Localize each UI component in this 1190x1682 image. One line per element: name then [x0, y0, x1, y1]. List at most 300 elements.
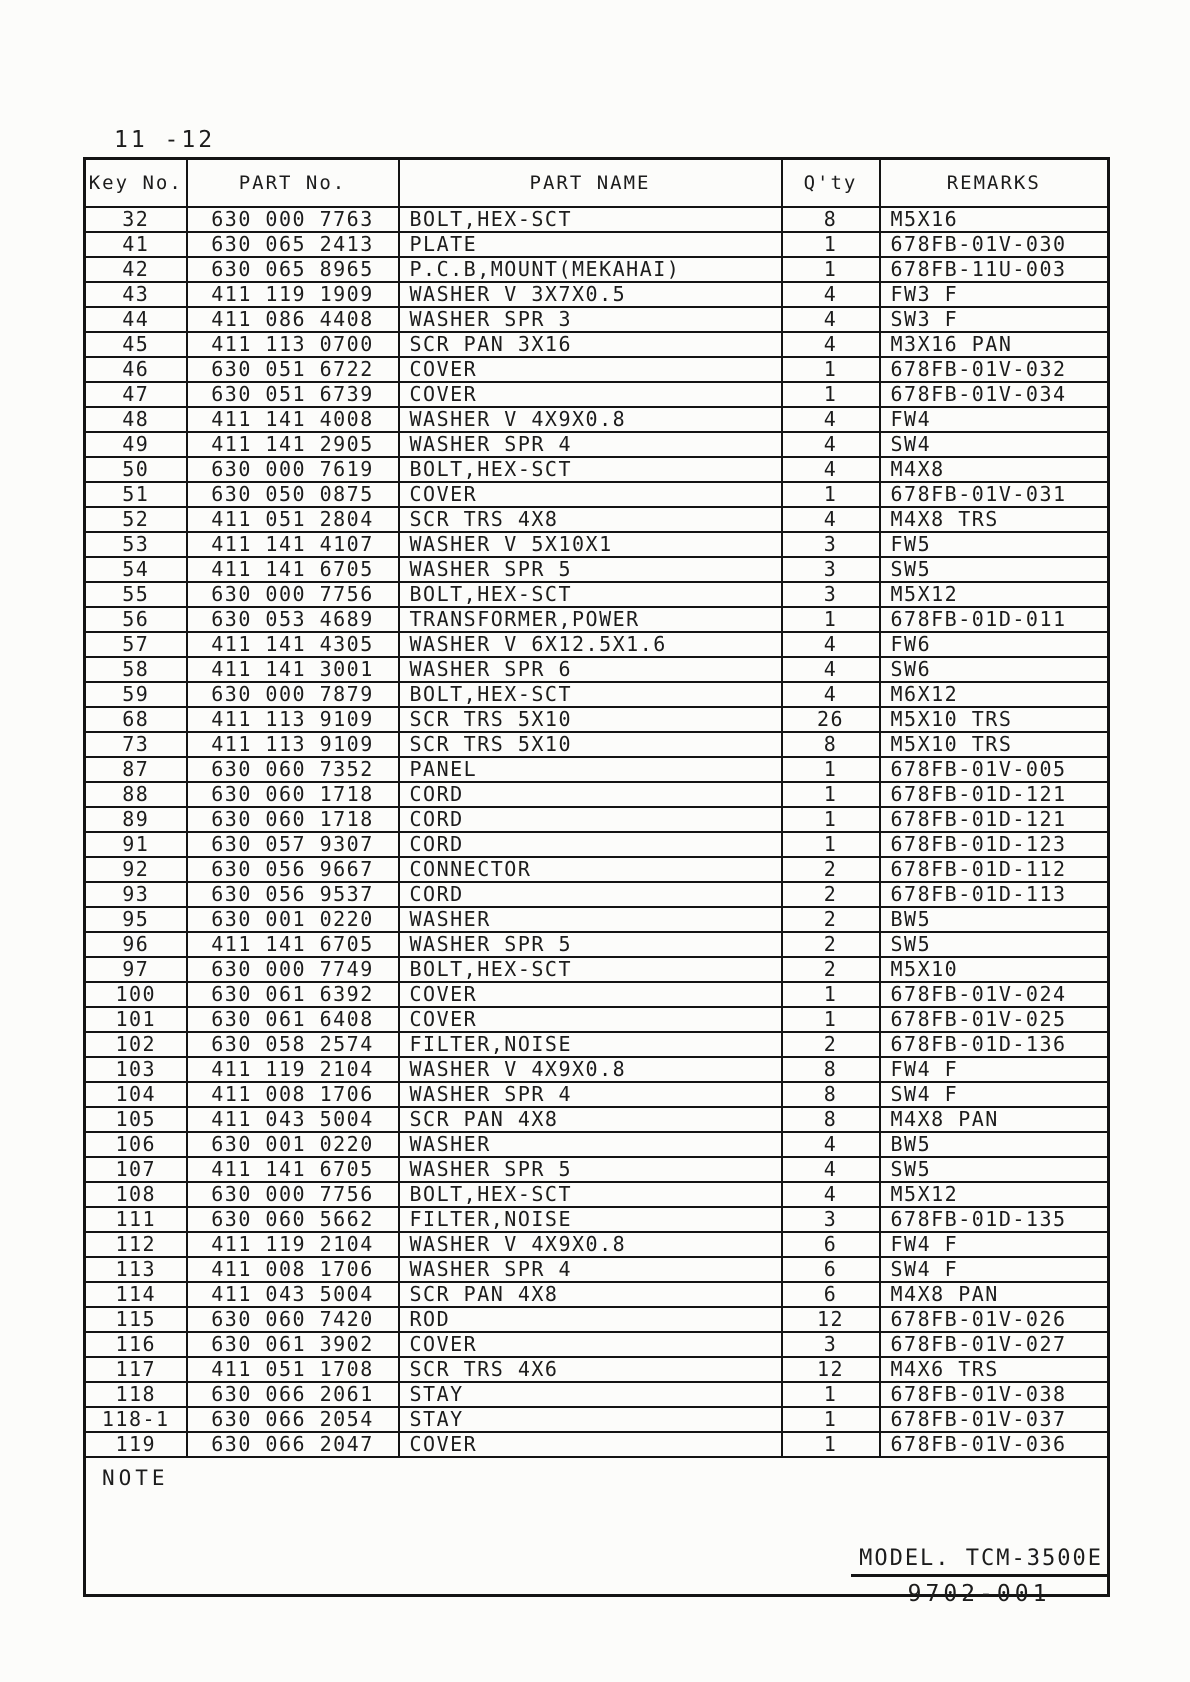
- cell-part-name: WASHER V 4X9X0.8: [399, 1057, 782, 1082]
- cell-key-no: 53: [85, 532, 187, 557]
- cell-key-no: 116: [85, 1332, 187, 1357]
- cell-part-name: FILTER,NOISE: [399, 1032, 782, 1057]
- cell-qty: 1: [782, 1407, 880, 1432]
- cell-key-no: 115: [85, 1307, 187, 1332]
- cell-key-no: 68: [85, 707, 187, 732]
- cell-part-no: 630 058 2574: [187, 1032, 399, 1057]
- cell-part-no: 411 008 1706: [187, 1082, 399, 1107]
- cell-key-no: 118: [85, 1382, 187, 1407]
- cell-remarks: 678FB-01D-011: [880, 607, 1109, 632]
- cell-part-no: 630 000 7756: [187, 1182, 399, 1207]
- table-row: [85, 1357, 1109, 1382]
- cell-part-no: 630 000 7619: [187, 457, 399, 482]
- cell-qty: 6: [782, 1282, 880, 1307]
- table-row: [85, 432, 1109, 457]
- cell-key-no: 92: [85, 857, 187, 882]
- table-row: [85, 232, 1109, 257]
- cell-part-no: 411 141 6705: [187, 557, 399, 582]
- cell-qty: 2: [782, 882, 880, 907]
- cell-key-no: 96: [85, 932, 187, 957]
- cell-remarks: 678FB-11U-003: [880, 257, 1109, 282]
- table-row: [85, 932, 1109, 957]
- cell-part-name: CORD: [399, 782, 782, 807]
- cell-part-name: CONNECTOR: [399, 857, 782, 882]
- table-row: [85, 407, 1109, 432]
- cell-part-no: 411 119 2104: [187, 1232, 399, 1257]
- cell-part-no: 630 000 7756: [187, 582, 399, 607]
- cell-part-name: BOLT,HEX-SCT: [399, 682, 782, 707]
- table-row: [85, 682, 1109, 707]
- cell-remarks: M5X12: [880, 582, 1109, 607]
- header-qty: Q'ty: [782, 159, 880, 208]
- cell-remarks: M5X16: [880, 207, 1109, 232]
- cell-key-no: 56: [85, 607, 187, 632]
- cell-part-name: SCR PAN 4X8: [399, 1107, 782, 1132]
- table-row: [85, 657, 1109, 682]
- cell-remarks: 678FB-01V-031: [880, 482, 1109, 507]
- cell-remarks: SW3 F: [880, 307, 1109, 332]
- cell-remarks: BW5: [880, 1132, 1109, 1157]
- cell-remarks: 678FB-01D-123: [880, 832, 1109, 857]
- cell-part-no: 411 043 5004: [187, 1282, 399, 1307]
- parts-table-body: [85, 207, 1109, 1457]
- cell-part-no: 411 113 0700: [187, 332, 399, 357]
- cell-qty: 1: [782, 757, 880, 782]
- header-remarks: REMARKS: [880, 159, 1109, 208]
- cell-qty: 4: [782, 307, 880, 332]
- cell-part-no: 630 051 6739: [187, 382, 399, 407]
- cell-qty: 3: [782, 1207, 880, 1232]
- table-row: [85, 1157, 1109, 1182]
- page-number: 11 -12: [114, 127, 216, 153]
- cell-key-no: 91: [85, 832, 187, 857]
- table-row: [85, 907, 1109, 932]
- cell-qty: 1: [782, 807, 880, 832]
- table-row: [85, 532, 1109, 557]
- table-row: [85, 732, 1109, 757]
- cell-part-name: STAY: [399, 1407, 782, 1432]
- cell-part-no: 411 141 4107: [187, 532, 399, 557]
- cell-qty: 1: [782, 982, 880, 1007]
- cell-part-name: COVER: [399, 1332, 782, 1357]
- table-row: [85, 1407, 1109, 1432]
- cell-part-name: CORD: [399, 882, 782, 907]
- cell-key-no: 46: [85, 357, 187, 382]
- cell-qty: 6: [782, 1257, 880, 1282]
- cell-part-no: 630 065 2413: [187, 232, 399, 257]
- cell-part-no: 411 113 9109: [187, 732, 399, 757]
- cell-key-no: 95: [85, 907, 187, 932]
- cell-remarks: M4X8 PAN: [880, 1282, 1109, 1307]
- cell-part-no: 411 086 4408: [187, 307, 399, 332]
- cell-qty: 3: [782, 1332, 880, 1357]
- parts-table: [83, 157, 1110, 1597]
- cell-qty: 4: [782, 432, 880, 457]
- cell-key-no: 73: [85, 732, 187, 757]
- table-row: [85, 832, 1109, 857]
- cell-key-no: 101: [85, 1007, 187, 1032]
- cell-qty: 6: [782, 1232, 880, 1257]
- cell-part-name: SCR TRS 5X10: [399, 707, 782, 732]
- cell-key-no: 114: [85, 1282, 187, 1307]
- table-row: [85, 1107, 1109, 1132]
- cell-key-no: 50: [85, 457, 187, 482]
- cell-key-no: 105: [85, 1107, 187, 1132]
- cell-part-no: 630 001 0220: [187, 1132, 399, 1157]
- cell-qty: 1: [782, 482, 880, 507]
- cell-part-no: 411 051 1708: [187, 1357, 399, 1382]
- cell-part-no: 411 141 6705: [187, 1157, 399, 1182]
- cell-remarks: SW4 F: [880, 1257, 1109, 1282]
- cell-remarks: M5X10: [880, 957, 1109, 982]
- cell-part-no: 411 008 1706: [187, 1257, 399, 1282]
- cell-qty: 1: [782, 1382, 880, 1407]
- cell-key-no: 52: [85, 507, 187, 532]
- cell-key-no: 55: [85, 582, 187, 607]
- cell-qty: 1: [782, 1432, 880, 1457]
- cell-qty: 4: [782, 282, 880, 307]
- cell-qty: 1: [782, 782, 880, 807]
- cell-part-name: SCR TRS 4X8: [399, 507, 782, 532]
- cell-qty: 1: [782, 382, 880, 407]
- table-row: [85, 207, 1109, 232]
- cell-qty: 12: [782, 1307, 880, 1332]
- table-row: [85, 457, 1109, 482]
- table-row: [85, 1032, 1109, 1057]
- note-label: NOTE: [85, 1457, 1109, 1596]
- cell-remarks: SW4 F: [880, 1082, 1109, 1107]
- table-row: [85, 982, 1109, 1007]
- table-row: [85, 1207, 1109, 1232]
- cell-qty: 2: [782, 857, 880, 882]
- cell-part-name: WASHER SPR 4: [399, 1257, 782, 1282]
- cell-part-name: WASHER SPR 6: [399, 657, 782, 682]
- cell-qty: 4: [782, 507, 880, 532]
- table-row: [85, 382, 1109, 407]
- cell-qty: 2: [782, 1032, 880, 1057]
- cell-part-no: 411 141 4305: [187, 632, 399, 657]
- cell-part-no: 411 141 2905: [187, 432, 399, 457]
- cell-qty: 1: [782, 607, 880, 632]
- cell-part-name: WASHER SPR 3: [399, 307, 782, 332]
- cell-remarks: SW4: [880, 432, 1109, 457]
- cell-remarks: SW6: [880, 657, 1109, 682]
- table-row: [85, 882, 1109, 907]
- header-part-no: PART No.: [187, 159, 399, 208]
- cell-remarks: M4X8 PAN: [880, 1107, 1109, 1132]
- cell-part-name: PANEL: [399, 757, 782, 782]
- cell-qty: 3: [782, 532, 880, 557]
- cell-qty: 4: [782, 682, 880, 707]
- cell-remarks: SW5: [880, 557, 1109, 582]
- cell-part-name: BOLT,HEX-SCT: [399, 582, 782, 607]
- cell-key-no: 58: [85, 657, 187, 682]
- cell-key-no: 106: [85, 1132, 187, 1157]
- table-row: [85, 1057, 1109, 1082]
- cell-part-name: BOLT,HEX-SCT: [399, 457, 782, 482]
- cell-key-no: 88: [85, 782, 187, 807]
- cell-part-no: 630 001 0220: [187, 907, 399, 932]
- cell-part-name: WASHER V 6X12.5X1.6: [399, 632, 782, 657]
- cell-part-name: WASHER V 3X7X0.5: [399, 282, 782, 307]
- table-row: [85, 707, 1109, 732]
- cell-part-no: 630 061 6392: [187, 982, 399, 1007]
- cell-part-no: 630 060 1718: [187, 782, 399, 807]
- cell-remarks: M4X8 TRS: [880, 507, 1109, 532]
- cell-remarks: 678FB-01D-113: [880, 882, 1109, 907]
- cell-key-no: 32: [85, 207, 187, 232]
- cell-remarks: 678FB-01V-038: [880, 1382, 1109, 1407]
- table-row: [85, 957, 1109, 982]
- table-row: [85, 307, 1109, 332]
- cell-qty: 1: [782, 232, 880, 257]
- cell-qty: 2: [782, 907, 880, 932]
- model-label: MODEL. TCM-3500E: [851, 1546, 1107, 1577]
- cell-remarks: 678FB-01V-005: [880, 757, 1109, 782]
- cell-key-no: 59: [85, 682, 187, 707]
- cell-part-no: 630 057 9307: [187, 832, 399, 857]
- table-row: [85, 482, 1109, 507]
- cell-part-no: 411 141 3001: [187, 657, 399, 682]
- cell-remarks: M3X16 PAN: [880, 332, 1109, 357]
- table-row: [85, 357, 1109, 382]
- cell-part-name: BOLT,HEX-SCT: [399, 957, 782, 982]
- cell-remarks: 678FB-01V-036: [880, 1432, 1109, 1457]
- cell-key-no: 41: [85, 232, 187, 257]
- cell-remarks: 678FB-01V-032: [880, 357, 1109, 382]
- cell-key-no: 102: [85, 1032, 187, 1057]
- cell-part-name: WASHER SPR 5: [399, 1157, 782, 1182]
- cell-part-name: WASHER SPR 4: [399, 1082, 782, 1107]
- cell-key-no: 107: [85, 1157, 187, 1182]
- cell-key-no: 117: [85, 1357, 187, 1382]
- cell-part-no: 630 056 9537: [187, 882, 399, 907]
- table-row: [85, 607, 1109, 632]
- cell-remarks: SW5: [880, 932, 1109, 957]
- cell-part-name: WASHER SPR 5: [399, 557, 782, 582]
- cell-part-no: 630 000 7763: [187, 207, 399, 232]
- cell-key-no: 47: [85, 382, 187, 407]
- cell-part-name: SCR TRS 5X10: [399, 732, 782, 757]
- cell-qty: 4: [782, 332, 880, 357]
- cell-part-name: BOLT,HEX-SCT: [399, 1182, 782, 1207]
- cell-qty: 4: [782, 1132, 880, 1157]
- cell-part-no: 630 056 9667: [187, 857, 399, 882]
- cell-qty: 4: [782, 457, 880, 482]
- cell-part-name: COVER: [399, 1432, 782, 1457]
- table-row: [85, 1257, 1109, 1282]
- cell-part-name: TRANSFORMER,POWER: [399, 607, 782, 632]
- cell-qty: 2: [782, 932, 880, 957]
- cell-qty: 1: [782, 257, 880, 282]
- table-header-row: [85, 159, 1109, 208]
- header-key-no: Key No.: [85, 159, 187, 208]
- cell-remarks: FW4: [880, 407, 1109, 432]
- cell-remarks: M4X8: [880, 457, 1109, 482]
- table-row: [85, 1282, 1109, 1307]
- table-row: [85, 1432, 1109, 1457]
- cell-part-name: WASHER V 5X10X1: [399, 532, 782, 557]
- cell-key-no: 54: [85, 557, 187, 582]
- cell-part-no: 411 119 1909: [187, 282, 399, 307]
- cell-remarks: FW4 F: [880, 1232, 1109, 1257]
- table-row: [85, 332, 1109, 357]
- table-row: [85, 1182, 1109, 1207]
- cell-part-no: 630 000 7749: [187, 957, 399, 982]
- cell-part-no: 630 060 5662: [187, 1207, 399, 1232]
- cell-part-no: 630 053 4689: [187, 607, 399, 632]
- cell-key-no: 118-1: [85, 1407, 187, 1432]
- cell-qty: 4: [782, 1157, 880, 1182]
- cell-part-name: COVER: [399, 482, 782, 507]
- cell-qty: 3: [782, 557, 880, 582]
- cell-remarks: 678FB-01V-030: [880, 232, 1109, 257]
- cell-remarks: 678FB-01V-037: [880, 1407, 1109, 1432]
- table-row: [85, 1307, 1109, 1332]
- cell-remarks: 678FB-01D-121: [880, 782, 1109, 807]
- cell-key-no: 51: [85, 482, 187, 507]
- cell-part-no: 630 061 3902: [187, 1332, 399, 1357]
- cell-qty: 8: [782, 1057, 880, 1082]
- cell-remarks: 678FB-01V-025: [880, 1007, 1109, 1032]
- cell-remarks: 678FB-01D-135: [880, 1207, 1109, 1232]
- cell-part-no: 411 113 9109: [187, 707, 399, 732]
- cell-part-name: PLATE: [399, 232, 782, 257]
- cell-part-no: 630 051 6722: [187, 357, 399, 382]
- cell-part-no: 630 000 7879: [187, 682, 399, 707]
- cell-key-no: 42: [85, 257, 187, 282]
- cell-part-name: FILTER,NOISE: [399, 1207, 782, 1232]
- cell-key-no: 112: [85, 1232, 187, 1257]
- cell-key-no: 44: [85, 307, 187, 332]
- table-row: [85, 782, 1109, 807]
- cell-part-no: 630 066 2054: [187, 1407, 399, 1432]
- cell-part-no: 630 065 8965: [187, 257, 399, 282]
- cell-qty: 3: [782, 582, 880, 607]
- cell-part-name: CORD: [399, 807, 782, 832]
- cell-part-name: WASHER V 4X9X0.8: [399, 407, 782, 432]
- cell-qty: 4: [782, 407, 880, 432]
- cell-key-no: 104: [85, 1082, 187, 1107]
- table-row: [85, 1382, 1109, 1407]
- cell-qty: 1: [782, 832, 880, 857]
- cell-key-no: 93: [85, 882, 187, 907]
- table-row: [85, 757, 1109, 782]
- cell-part-name: WASHER: [399, 1132, 782, 1157]
- cell-key-no: 119: [85, 1432, 187, 1457]
- table-row: [85, 1332, 1109, 1357]
- cell-key-no: 113: [85, 1257, 187, 1282]
- cell-remarks: 678FB-01V-024: [880, 982, 1109, 1007]
- cell-key-no: 43: [85, 282, 187, 307]
- cell-part-no: 630 050 0875: [187, 482, 399, 507]
- cell-key-no: 87: [85, 757, 187, 782]
- table-row: [85, 282, 1109, 307]
- cell-remarks: M5X12: [880, 1182, 1109, 1207]
- cell-part-no: 411 141 4008: [187, 407, 399, 432]
- cell-part-no: 411 119 2104: [187, 1057, 399, 1082]
- cell-part-no: 411 141 6705: [187, 932, 399, 957]
- cell-remarks: 678FB-01V-034: [880, 382, 1109, 407]
- cell-remarks: 678FB-01D-112: [880, 857, 1109, 882]
- cell-part-no: 630 066 2047: [187, 1432, 399, 1457]
- cell-key-no: 89: [85, 807, 187, 832]
- header-part-name: PART NAME: [399, 159, 782, 208]
- cell-part-name: SCR TRS 4X6: [399, 1357, 782, 1382]
- cell-remarks: 678FB-01V-027: [880, 1332, 1109, 1357]
- cell-part-name: P.C.B,MOUNT(MEKAHAI): [399, 257, 782, 282]
- cell-qty: 8: [782, 207, 880, 232]
- cell-part-no: 630 066 2061: [187, 1382, 399, 1407]
- cell-part-no: 411 051 2804: [187, 507, 399, 532]
- cell-remarks: 678FB-01V-026: [880, 1307, 1109, 1332]
- cell-part-name: SCR PAN 3X16: [399, 332, 782, 357]
- cell-remarks: M6X12: [880, 682, 1109, 707]
- cell-part-no: 411 043 5004: [187, 1107, 399, 1132]
- table-row: [85, 1132, 1109, 1157]
- doc-number: 9702-001: [907, 1581, 1051, 1607]
- cell-key-no: 108: [85, 1182, 187, 1207]
- cell-part-name: BOLT,HEX-SCT: [399, 207, 782, 232]
- cell-remarks: FW6: [880, 632, 1109, 657]
- cell-remarks: M4X6 TRS: [880, 1357, 1109, 1382]
- cell-qty: 1: [782, 1007, 880, 1032]
- cell-part-no: 630 060 7420: [187, 1307, 399, 1332]
- table-row: [85, 507, 1109, 532]
- table-row: [85, 1232, 1109, 1257]
- table-row: [85, 857, 1109, 882]
- cell-remarks: 678FB-01D-121: [880, 807, 1109, 832]
- cell-part-name: ROD: [399, 1307, 782, 1332]
- table-row: [85, 807, 1109, 832]
- cell-qty: 4: [782, 632, 880, 657]
- cell-qty: 8: [782, 1082, 880, 1107]
- cell-part-name: COVER: [399, 357, 782, 382]
- cell-part-name: COVER: [399, 382, 782, 407]
- cell-remarks: FW5: [880, 532, 1109, 557]
- cell-part-name: SCR PAN 4X8: [399, 1282, 782, 1307]
- cell-part-name: STAY: [399, 1382, 782, 1407]
- cell-part-name: WASHER V 4X9X0.8: [399, 1232, 782, 1257]
- cell-remarks: 678FB-01D-136: [880, 1032, 1109, 1057]
- cell-part-name: COVER: [399, 1007, 782, 1032]
- cell-remarks: M5X10 TRS: [880, 707, 1109, 732]
- cell-remarks: FW3 F: [880, 282, 1109, 307]
- cell-part-no: 630 060 7352: [187, 757, 399, 782]
- cell-key-no: 48: [85, 407, 187, 432]
- cell-part-name: CORD: [399, 832, 782, 857]
- table-row: [85, 257, 1109, 282]
- table-row: [85, 582, 1109, 607]
- cell-key-no: 57: [85, 632, 187, 657]
- table-row: [85, 1082, 1109, 1107]
- cell-remarks: M5X10 TRS: [880, 732, 1109, 757]
- cell-key-no: 103: [85, 1057, 187, 1082]
- cell-qty: 1: [782, 357, 880, 382]
- cell-part-no: 630 061 6408: [187, 1007, 399, 1032]
- table-row: [85, 557, 1109, 582]
- cell-qty: 4: [782, 1182, 880, 1207]
- cell-key-no: 100: [85, 982, 187, 1007]
- cell-qty: 8: [782, 732, 880, 757]
- cell-part-name: WASHER SPR 5: [399, 932, 782, 957]
- cell-qty: 26: [782, 707, 880, 732]
- cell-qty: 8: [782, 1107, 880, 1132]
- cell-qty: 4: [782, 657, 880, 682]
- cell-remarks: SW5: [880, 1157, 1109, 1182]
- cell-part-no: 630 060 1718: [187, 807, 399, 832]
- cell-key-no: 45: [85, 332, 187, 357]
